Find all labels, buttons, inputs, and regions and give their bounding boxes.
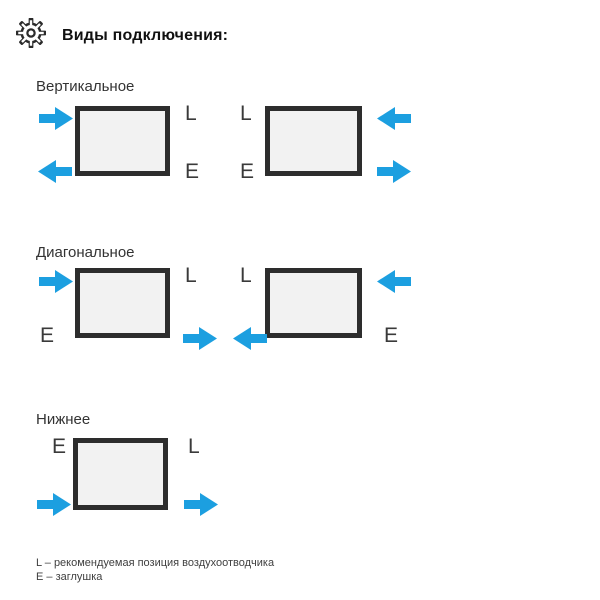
radiator-box — [75, 106, 170, 176]
legend-air-vent: L – рекомендуемая позиция воздухоотводчика — [36, 557, 275, 569]
flow-arrow-outlet-icon — [183, 327, 217, 350]
air-vent-label: L — [185, 102, 197, 125]
gear-icon — [16, 18, 46, 48]
flow-arrow-inlet-icon — [39, 270, 73, 293]
section-label-vertical: Вертикальное — [36, 78, 135, 95]
flow-arrow-inlet-icon — [37, 493, 71, 516]
flow-arrow-outlet-icon — [38, 160, 72, 183]
flow-arrow-outlet-icon — [233, 327, 267, 350]
flow-arrow-inlet-icon — [377, 270, 411, 293]
plug-label: E — [40, 324, 55, 347]
section-label-bottom: Нижнее — [36, 411, 91, 428]
air-vent-label: L — [188, 435, 200, 458]
section-label-diagonal: Диагональное — [36, 244, 135, 261]
air-vent-label: L — [240, 264, 252, 287]
flow-arrow-inlet-icon — [39, 107, 73, 130]
plug-label: E — [384, 324, 399, 347]
air-vent-label: L — [185, 264, 197, 287]
plug-label: E — [52, 435, 67, 458]
legend-plug: E – заглушка — [36, 571, 103, 583]
flow-arrow-outlet-icon — [377, 160, 411, 183]
page-title: Виды подключения: — [62, 27, 229, 44]
flow-arrow-outlet-icon — [184, 493, 218, 516]
radiator-box — [75, 268, 170, 338]
radiator-box — [265, 106, 362, 176]
plug-label: E — [240, 160, 255, 183]
radiator-box — [73, 438, 168, 510]
plug-label: E — [185, 160, 200, 183]
radiator-box — [265, 268, 362, 338]
flow-arrow-inlet-icon — [377, 107, 411, 130]
air-vent-label: L — [240, 102, 252, 125]
